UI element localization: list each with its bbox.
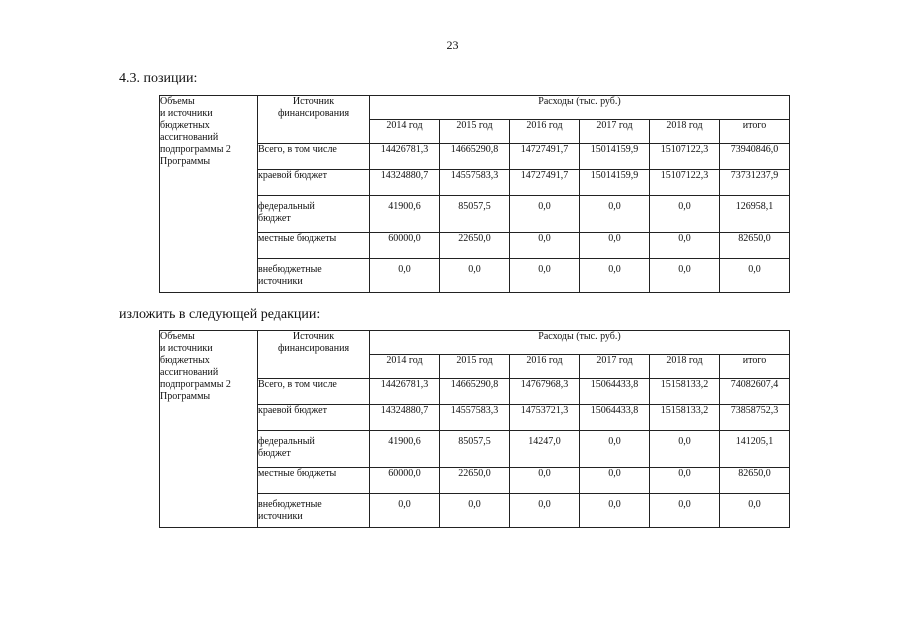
- amount-cell: 15014159,9: [580, 144, 650, 170]
- funding-source-label: местные бюджеты: [258, 468, 370, 494]
- amount-cell: 0,0: [580, 468, 650, 494]
- replacement-heading: изложить в следующей редакции:: [119, 307, 321, 322]
- amount-cell: 14557583,3: [440, 170, 510, 196]
- funding-source-label: краевой бюджет: [258, 170, 370, 196]
- allocation-description: Объемы и источники бюджетных ассигнований подпрограммы 2 Программы: [160, 96, 258, 293]
- amount-cell: 0,0: [440, 494, 510, 528]
- amount-cell: 0,0: [580, 431, 650, 468]
- year-header: 2018 год: [650, 120, 720, 144]
- year-header: 2014 год: [370, 120, 440, 144]
- amount-cell: 15158133,2: [650, 405, 720, 431]
- year-header: 2016 год: [510, 355, 580, 379]
- amount-cell: 0,0: [510, 494, 580, 528]
- amount-cell: 141205,1: [720, 431, 790, 468]
- funding-source-label: внебюджетные источники: [258, 494, 370, 528]
- amount-cell: 0,0: [580, 233, 650, 259]
- year-header: 2016 год: [510, 120, 580, 144]
- funding-source-label: краевой бюджет: [258, 405, 370, 431]
- amount-cell: 0,0: [580, 196, 650, 233]
- source-header: Источник финансирования: [258, 331, 370, 379]
- amount-cell: 14665290,8: [440, 144, 510, 170]
- funding-source-label: внебюджетные источники: [258, 259, 370, 293]
- amount-cell: 60000,0: [370, 233, 440, 259]
- amount-cell: 74082607,4: [720, 379, 790, 405]
- amount-cell: 60000,0: [370, 468, 440, 494]
- budget-table-revised: [159, 330, 790, 528]
- amount-cell: 82650,0: [720, 468, 790, 494]
- amount-cell: 15064433,8: [580, 405, 650, 431]
- amount-cell: 0,0: [510, 196, 580, 233]
- expenses-header: Расходы (тыс. руб.): [370, 96, 790, 120]
- amount-cell: 0,0: [370, 494, 440, 528]
- amount-cell: 14324880,7: [370, 405, 440, 431]
- amount-cell: 14324880,7: [370, 170, 440, 196]
- amount-cell: 15107122,3: [650, 144, 720, 170]
- amount-cell: 0,0: [510, 468, 580, 494]
- budget-table-original: [159, 95, 790, 293]
- amount-cell: 85057,5: [440, 431, 510, 468]
- year-header: итого: [720, 355, 790, 379]
- amount-cell: 22650,0: [440, 468, 510, 494]
- amount-cell: 14727491,7: [510, 144, 580, 170]
- source-header: Источник финансирования: [258, 96, 370, 144]
- amount-cell: 0,0: [650, 468, 720, 494]
- allocation-description: Объемы и источники бюджетных ассигнований подпрограммы 2 Программы: [160, 331, 258, 528]
- header-row: [160, 331, 790, 355]
- year-header: 2018 год: [650, 355, 720, 379]
- year-header: 2015 год: [440, 355, 510, 379]
- amount-cell: 73940846,0: [720, 144, 790, 170]
- amount-cell: 0,0: [650, 259, 720, 293]
- amount-cell: 0,0: [720, 259, 790, 293]
- amount-cell: 14767968,3: [510, 379, 580, 405]
- amount-cell: 82650,0: [720, 233, 790, 259]
- amount-cell: 15064433,8: [580, 379, 650, 405]
- amount-cell: 14426781,3: [370, 379, 440, 405]
- amount-cell: 0,0: [650, 431, 720, 468]
- amount-cell: 14247,0: [510, 431, 580, 468]
- amount-cell: 0,0: [580, 494, 650, 528]
- funding-source-label: местные бюджеты: [258, 233, 370, 259]
- funding-source-label: федеральный бюджет: [258, 196, 370, 233]
- amount-cell: 85057,5: [440, 196, 510, 233]
- year-header: 2015 год: [440, 120, 510, 144]
- amount-cell: 41900,6: [370, 431, 440, 468]
- amount-cell: 0,0: [650, 233, 720, 259]
- amount-cell: 126958,1: [720, 196, 790, 233]
- amount-cell: 0,0: [580, 259, 650, 293]
- amount-cell: 15014159,9: [580, 170, 650, 196]
- year-header: 2017 год: [580, 120, 650, 144]
- page-number: 23: [446, 38, 459, 52]
- expenses-header: Расходы (тыс. руб.): [370, 331, 790, 355]
- amount-cell: 22650,0: [440, 233, 510, 259]
- year-header: 2014 год: [370, 355, 440, 379]
- amount-cell: 0,0: [650, 196, 720, 233]
- amount-cell: 0,0: [720, 494, 790, 528]
- funding-source-label: Всего, в том числе: [258, 379, 370, 405]
- amount-cell: 73858752,3: [720, 405, 790, 431]
- amount-cell: 14557583,3: [440, 405, 510, 431]
- amount-cell: 0,0: [510, 259, 580, 293]
- amount-cell: 0,0: [510, 233, 580, 259]
- funding-source-label: федеральный бюджет: [258, 431, 370, 468]
- header-row: [160, 96, 790, 120]
- amount-cell: 15107122,3: [650, 170, 720, 196]
- amount-cell: 15158133,2: [650, 379, 720, 405]
- year-header: итого: [720, 120, 790, 144]
- funding-source-label: Всего, в том числе: [258, 144, 370, 170]
- amount-cell: 14753721,3: [510, 405, 580, 431]
- amount-cell: 0,0: [370, 259, 440, 293]
- amount-cell: 0,0: [440, 259, 510, 293]
- amount-cell: 14665290,8: [440, 379, 510, 405]
- amount-cell: 73731237,9: [720, 170, 790, 196]
- amount-cell: 41900,6: [370, 196, 440, 233]
- section-heading: 4.3. позиции:: [119, 71, 198, 86]
- amount-cell: 0,0: [650, 494, 720, 528]
- amount-cell: 14727491,7: [510, 170, 580, 196]
- year-header: 2017 год: [580, 355, 650, 379]
- amount-cell: 14426781,3: [370, 144, 440, 170]
